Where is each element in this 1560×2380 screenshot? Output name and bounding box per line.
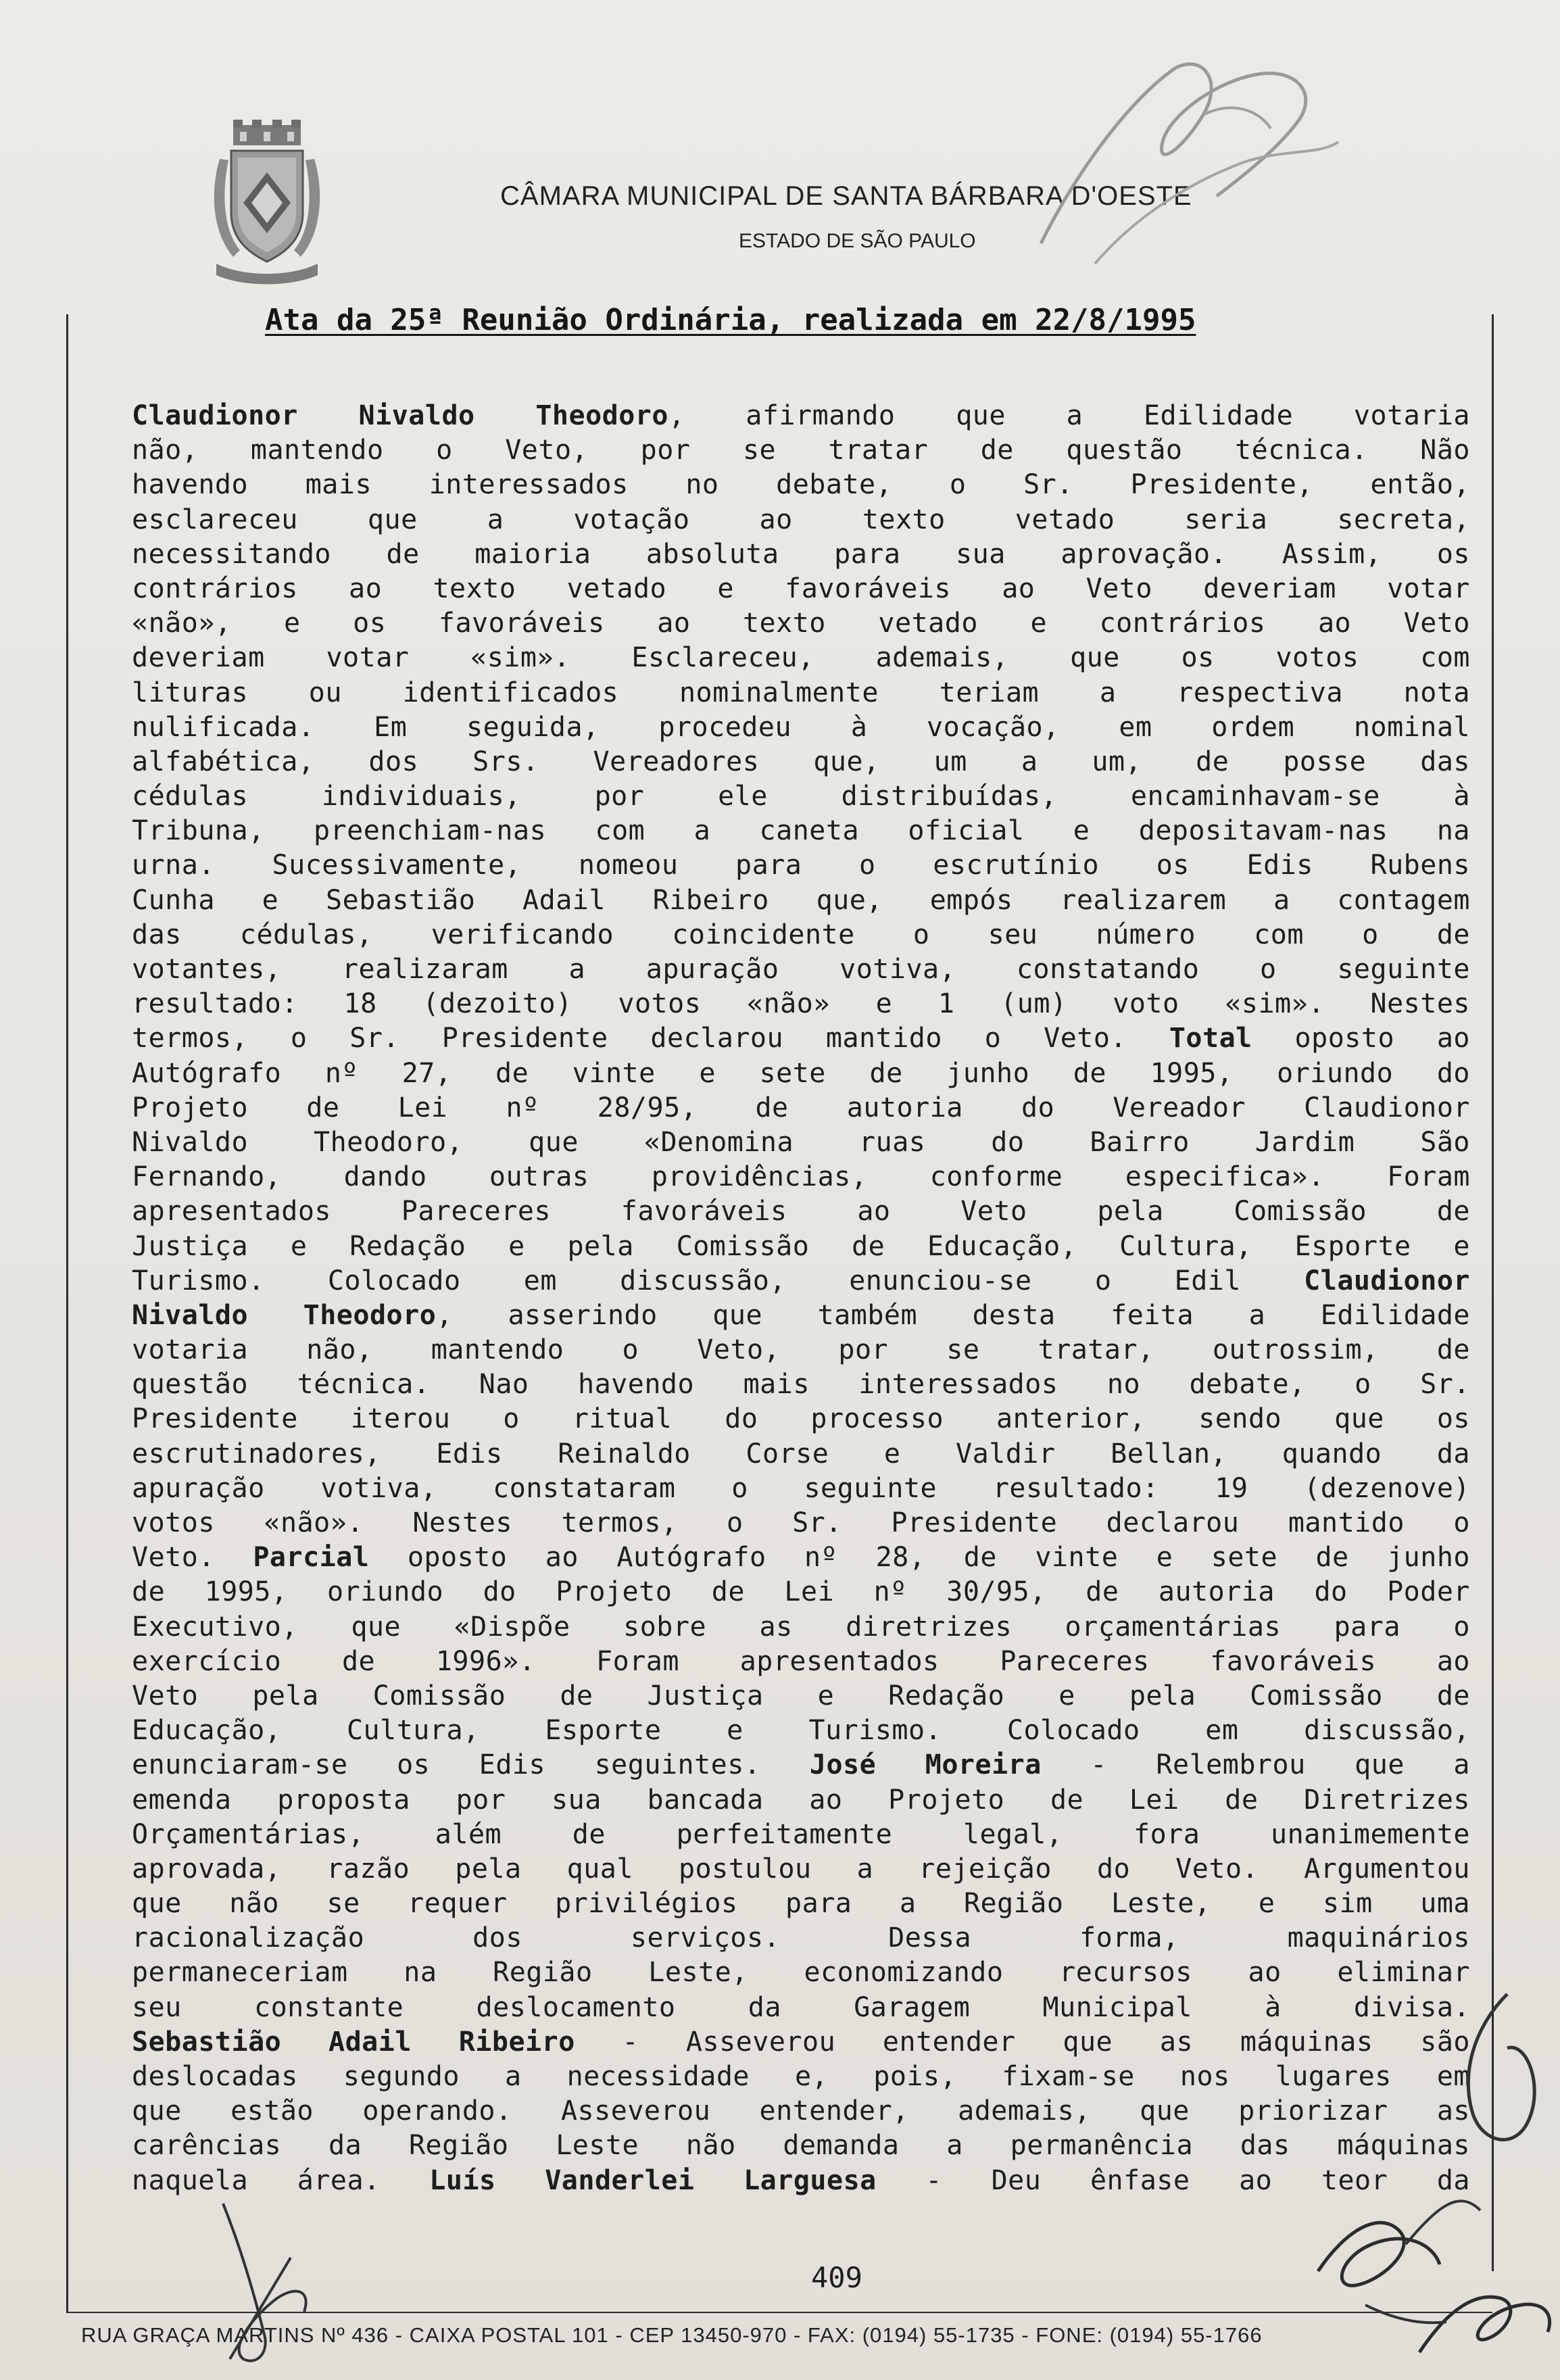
body-text-run: questão técnica. Nao havendo mais interessados no debate, o Sr. bbox=[132, 1369, 1470, 1401]
body-text-run: deslocadas segundo a necessidade e, pois, fixam-se nos lugares em bbox=[132, 2061, 1470, 2092]
body-text-run: emenda proposta por sua bancada ao Projeto de Lei de Diretrizes bbox=[132, 1784, 1470, 1816]
body-line bbox=[132, 1333, 1470, 1367]
speaker-name: Claudionor bbox=[1304, 1265, 1470, 1296]
body-text-run: necessitando de maioria absoluta para sua aprovação. Assim, os bbox=[132, 538, 1470, 570]
body-text-run: não, mantendo o Veto, por se tratar de questão técnica. Não bbox=[132, 435, 1470, 466]
body-line bbox=[132, 1506, 1470, 1540]
body-line bbox=[132, 1437, 1470, 1472]
minutes-title: Ata da 25ª Reunião Ordinária, realizada em 22/8/1995 bbox=[265, 303, 1196, 337]
body-line bbox=[132, 1021, 1470, 1056]
body-line bbox=[132, 1714, 1470, 1748]
body-line bbox=[132, 1160, 1470, 1194]
body-line bbox=[132, 2060, 1470, 2094]
body-text-run: permaneceriam na Região Leste, economizando recursos ao eliminar bbox=[132, 1957, 1470, 1989]
body-line bbox=[132, 918, 1470, 952]
body-line bbox=[132, 1264, 1470, 1298]
body-line bbox=[132, 1298, 1470, 1333]
body-text-run: que estão operando. Asseverou entender, ademais, que priorizar as bbox=[132, 2095, 1470, 2127]
body-line bbox=[132, 814, 1470, 848]
body-text-run: votos «não». Nestes termos, o Sr. Presidente declarou mantido o bbox=[132, 1507, 1470, 1538]
body-line bbox=[132, 503, 1470, 537]
body-text-run: urna. Sucessivamente, nomeou para o escrutínio os Edis Rubens bbox=[132, 850, 1470, 881]
body-text-run: Cunha e Sebastião Adail Ribeiro que, empós realizarem a contagem bbox=[132, 884, 1470, 916]
body-text-run: Projeto de Lei nº 28/95, de autoria do Vereador Claudionor bbox=[132, 1092, 1470, 1123]
body-line bbox=[132, 606, 1470, 641]
body-text-run: apresentados Pareceres favoráveis ao Veto pela Comissão de bbox=[132, 1196, 1470, 1228]
body-text-run: das cédulas, verificando coincidente o seu número com o de bbox=[132, 919, 1470, 950]
body-line bbox=[132, 641, 1470, 675]
speaker-name: Total bbox=[1169, 1023, 1252, 1054]
body-text-run: cédulas individuais, por ele distribuídas, encaminhavam-se à bbox=[132, 781, 1470, 812]
body-text-run: oposto ao bbox=[1252, 1023, 1470, 1054]
body-text-run: escrutinadores, Edis Reinaldo Corse e Valdir Bellan, quando da bbox=[132, 1438, 1470, 1470]
right-margin-rule bbox=[1492, 314, 1494, 2271]
speaker-name: Luís Vanderlei Larguesa bbox=[429, 2164, 877, 2196]
body-line bbox=[132, 952, 1470, 987]
body-text-run: seu constante deslocamento da Garagem Municipal à divisa. bbox=[132, 1991, 1470, 2023]
minutes-body-text bbox=[132, 399, 1470, 2198]
body-line bbox=[132, 1783, 1470, 1818]
body-text-run: Veto pela Comissão de Justiça e Redação e pela Comissão de bbox=[132, 1680, 1470, 1711]
body-line bbox=[132, 779, 1470, 814]
body-line bbox=[132, 848, 1470, 883]
municipal-crest-emblem bbox=[210, 118, 324, 287]
body-text-run: Autógrafo nº 27, de vinte e sete de junho de 1995, oriundo do bbox=[132, 1057, 1470, 1089]
state-name: ESTADO DE SÃO PAULO bbox=[739, 230, 976, 252]
body-text-run: Executivo, que «Dispõe sobre as diretrizes orçamentárias para o bbox=[132, 1611, 1470, 1643]
body-line bbox=[132, 710, 1470, 745]
body-line bbox=[132, 1818, 1470, 1852]
body-text-run: alfabética, dos Srs. Vereadores que, um a um, de posse das bbox=[132, 746, 1470, 777]
body-line bbox=[132, 468, 1470, 502]
body-text-run: Presidente iterou o ritual do processo anterior, sendo que os bbox=[132, 1403, 1470, 1435]
body-line bbox=[132, 433, 1470, 468]
body-line bbox=[132, 1887, 1470, 1921]
body-text-run: Educação, Cultura, Esporte e Turismo. Colocado em discussão, bbox=[132, 1715, 1470, 1747]
footer-rule bbox=[66, 2312, 1492, 2313]
body-text-run: aprovada, razão pela qual postulou a rejeição do Veto. Argumentou bbox=[132, 1853, 1470, 1885]
body-text-run: resultado: 18 (dezoito) votos «não» e 1 (um) voto «sim». Nestes bbox=[132, 988, 1470, 1020]
body-text-run: Turismo. Colocado em discussão, enunciou-se o Edil bbox=[132, 1265, 1305, 1296]
body-text-run: deveriam votar «sim». Esclareceu, ademais, que os votos com bbox=[132, 642, 1470, 674]
body-line bbox=[132, 1956, 1470, 1990]
body-text-run: votaria não, mantendo o Veto, por se tratar, outrossim, de bbox=[132, 1334, 1470, 1366]
body-text-run: nulificada. Em seguida, procedeu à vocação, em ordem nominal bbox=[132, 711, 1470, 743]
body-text-run: esclareceu que a votação ao texto vetado seria secreta, bbox=[132, 504, 1470, 535]
body-text-run: exercício de 1996». Foram apresentados Pareceres favoráveis ao bbox=[132, 1645, 1470, 1677]
body-line bbox=[132, 1921, 1470, 1956]
body-text-run: - Relembrou que a bbox=[1041, 1749, 1470, 1781]
body-text-run: lituras ou identificados nominalmente teriam a respectiva nota bbox=[132, 677, 1470, 708]
body-text-run: apuração votiva, constataram o seguinte resultado: 19 (dezenove) bbox=[132, 1472, 1470, 1504]
page-number: 409 bbox=[811, 2261, 862, 2294]
body-line bbox=[132, 537, 1470, 572]
body-line bbox=[132, 987, 1470, 1021]
speaker-name: José Moreira bbox=[809, 1749, 1042, 1781]
body-line bbox=[132, 1367, 1470, 1402]
body-text-run: carências da Região Leste não demanda a permanência das máquinas bbox=[132, 2130, 1470, 2162]
body-text-run: Fernando, dando outras providências, conforme especifica». Foram bbox=[132, 1161, 1470, 1193]
speaker-name: Claudionor Nivaldo Theodoro bbox=[132, 400, 668, 431]
body-line bbox=[132, 1230, 1470, 1264]
body-line bbox=[132, 1748, 1470, 1782]
top-right-signature bbox=[1000, 41, 1352, 284]
body-text-run: - Deu ênfase ao teor da bbox=[876, 2164, 1470, 2196]
body-line bbox=[132, 2164, 1470, 2198]
body-text-run: naquela área. bbox=[132, 2164, 430, 2196]
body-line bbox=[132, 1194, 1470, 1229]
institution-name: CÂMARA MUNICIPAL DE SANTA BÁRBARA D'OESTE bbox=[500, 181, 1192, 211]
speaker-name: Nivaldo Theodoro bbox=[132, 1299, 437, 1331]
speaker-name: Parcial bbox=[253, 1542, 370, 1574]
body-line bbox=[132, 2129, 1470, 2163]
body-line bbox=[132, 1991, 1470, 2025]
body-line bbox=[132, 2025, 1470, 2060]
body-line bbox=[132, 1679, 1470, 1714]
body-text-run: termos, o Sr. Presidente declarou mantido o Veto. bbox=[132, 1023, 1169, 1054]
body-text-run: Veto. bbox=[132, 1542, 253, 1574]
body-text-run: Tribuna, preenchiam-nas com a caneta oficial e depositavam-nas na bbox=[132, 815, 1470, 847]
body-text-run: oposto ao Autógrafo nº 28, de vinte e sete de junho bbox=[369, 1542, 1470, 1574]
body-line bbox=[132, 399, 1470, 433]
body-line bbox=[132, 676, 1470, 710]
body-text-run: «não», e os favoráveis ao texto vetado e contrários ao Veto bbox=[132, 608, 1470, 639]
body-text-run: , afirmando que a Edilidade votaria bbox=[668, 400, 1471, 431]
body-line bbox=[132, 1125, 1470, 1160]
body-text-run: contrários ao texto vetado e favoráveis ao Veto deveriam votar bbox=[132, 573, 1470, 604]
body-text-run: havendo mais interessados no debate, o Sr. Presidente, então, bbox=[132, 469, 1470, 501]
footer-address: RUA GRAÇA MARTINS Nº 436 - CAIXA POSTAL 101 - CEP 13450-970 - FAX: (0194) 55-1735 - FONE: (0194) 55-1766 bbox=[81, 2323, 1263, 2347]
body-line bbox=[132, 1057, 1470, 1091]
left-margin-rule bbox=[66, 314, 68, 2312]
body-line bbox=[132, 883, 1470, 918]
body-line bbox=[132, 2094, 1470, 2129]
body-text-run: , asserindo que também desta feita a Edilidade bbox=[436, 1299, 1471, 1331]
body-text-run: Justiça e Redação e pela Comissão de Educação, Cultura, Esporte e bbox=[132, 1230, 1470, 1262]
body-line bbox=[132, 1091, 1470, 1125]
body-line bbox=[132, 1645, 1470, 1679]
body-text-run: Nivaldo Theodoro, que «Denomina ruas do Bairro Jardim São bbox=[132, 1126, 1470, 1158]
body-text-run: de 1995, oriundo do Projeto de Lei nº 30/95, de autoria do Poder bbox=[132, 1576, 1470, 1608]
body-line bbox=[132, 1540, 1470, 1575]
body-line bbox=[132, 1402, 1470, 1436]
body-text-run: votantes, realizaram a apuração votiva, constatando o seguinte bbox=[132, 954, 1470, 985]
speaker-name: Sebastião Adail Ribeiro bbox=[132, 2026, 575, 2058]
body-text-run: Orçamentárias, além de perfeitamente legal, fora unanimemente bbox=[132, 1818, 1470, 1850]
body-line bbox=[132, 1610, 1470, 1645]
body-text-run: - Asseverou entender que as máquinas são bbox=[575, 2026, 1470, 2058]
body-line bbox=[132, 1575, 1470, 1609]
body-line bbox=[132, 1472, 1470, 1506]
body-line bbox=[132, 745, 1470, 779]
body-text-run: que não se requer privilégios para a Região Leste, e sim uma bbox=[132, 1888, 1470, 1920]
body-line bbox=[132, 572, 1470, 606]
body-text-run: racionalização dos serviços. Dessa forma, maquinários bbox=[132, 1922, 1470, 1954]
body-line bbox=[132, 1852, 1470, 1887]
body-text-run: enunciaram-se os Edis seguintes. bbox=[132, 1749, 810, 1781]
